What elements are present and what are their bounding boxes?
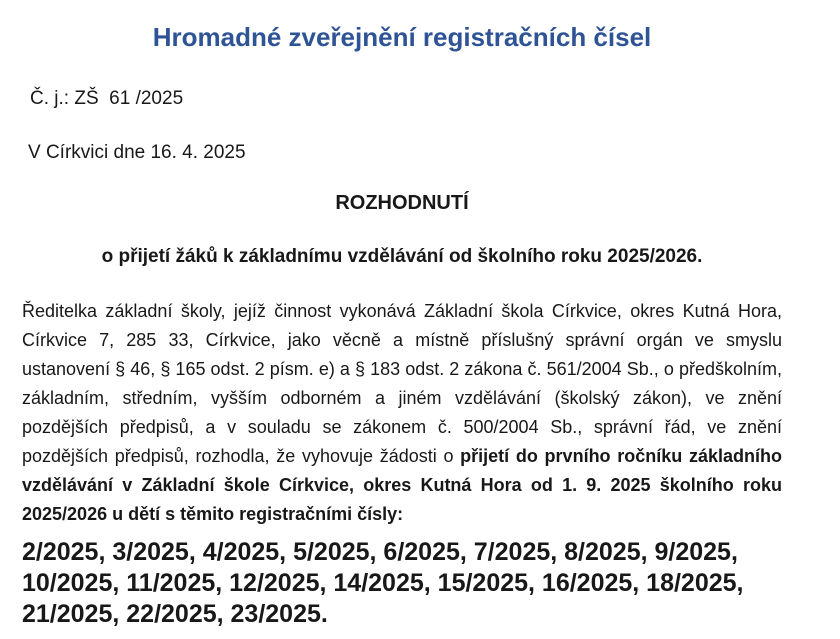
decision-body-paragraph <box>22 297 782 529</box>
place-date: V Církvici dne 16. 4. 2025 <box>28 142 246 163</box>
decision-subheading: o přijetí žáků k základnímu vzdělávání od školního roku 2025/2026. <box>101 246 703 267</box>
registration-numbers: 2/2025, 3/2025, 4/2025, 5/2025, 6/2025, 7/2025, 8/2025, 9/2025, 10/2025, 11/2025, 12/2025, 14/2025, 15/2025, 16/2025, 18/2025, 21/2025, 22/2025, 23/2025. <box>22 538 744 628</box>
decision-heading: ROZHODNUTÍ <box>335 192 469 214</box>
document-title: Hromadné zveřejnění registračních čísel <box>152 22 652 52</box>
reference-number: Č. j.: ZŠ 61 /2025 <box>30 88 184 109</box>
body-text-normal: Ředitelka základní školy, jejíž činnost vykonává Základní škola Církvice, okres Kutná Hora, Církvice 7, 285 33, Církvice, jako věcně a místně příslušný správní orgán ve smyslu ustanovení § 46, § 165 odst. 2 písm. e) a § 183 odst. 2 zákona č. 561/2004 Sb., o předškolním, základním, středním, vyšším odborném a jiném vzdělávání (školský zákon), ve znění pozdějších předpisů, a v souladu se zákonem č. 500/2004 Sb., správní řád, ve znění pozdějších předpisů, rozhodla, že vyhovuje žádosti o <box>22 301 782 466</box>
body-text-bold: přijetí do prvního ročníku základního vzdělávání v Základní škole Církvice, okres Kutná Hora od 1. 9. 2025 školního roku 2025/2026 u dětí s těmito registračními čísly: <box>22 446 782 524</box>
